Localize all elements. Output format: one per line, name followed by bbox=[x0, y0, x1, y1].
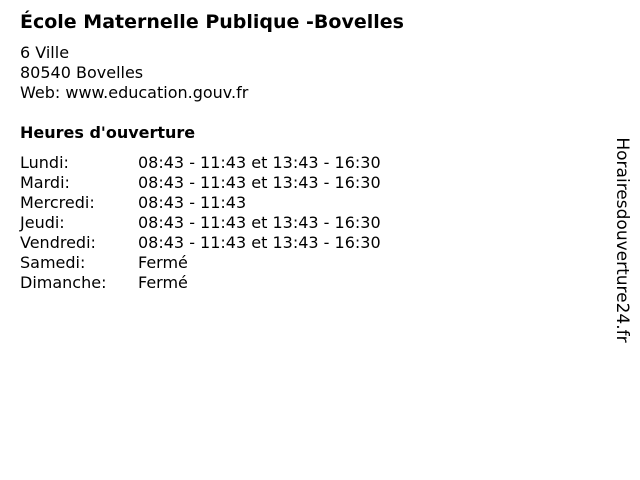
day-hours: Fermé bbox=[138, 273, 188, 292]
day-label: Mardi: bbox=[20, 173, 70, 192]
website-link[interactable]: Web: www.education.gouv.fr bbox=[20, 83, 249, 102]
day-hours: Fermé bbox=[138, 253, 188, 272]
day-label: Vendredi: bbox=[20, 233, 96, 252]
day-label: Samedi: bbox=[20, 253, 86, 272]
address-block bbox=[20, 43, 248, 103]
address-street: 6 Ville bbox=[20, 43, 70, 62]
watermark-text: Horairesdouverture24.fr bbox=[612, 137, 632, 343]
day-label: Dimanche: bbox=[20, 273, 107, 292]
page-title: École Maternelle Publique -Bovelles bbox=[20, 11, 404, 33]
day-hours: 08:43 - 11:43 bbox=[138, 193, 247, 212]
hours-heading: Heures d'ouverture bbox=[20, 123, 196, 142]
day-hours: 08:43 - 11:43 et 13:43 - 16:30 bbox=[138, 173, 381, 192]
day-hours: 08:43 - 11:43 et 13:43 - 16:30 bbox=[138, 213, 381, 232]
day-hours: 08:43 - 11:43 et 13:43 - 16:30 bbox=[138, 233, 381, 252]
day-label: Lundi: bbox=[20, 153, 69, 172]
day-hours: 08:43 - 11:43 et 13:43 - 16:30 bbox=[138, 153, 381, 172]
day-label: Jeudi: bbox=[20, 213, 65, 232]
address-city: 80540 Bovelles bbox=[20, 63, 144, 82]
day-label: Mercredi: bbox=[20, 193, 95, 212]
